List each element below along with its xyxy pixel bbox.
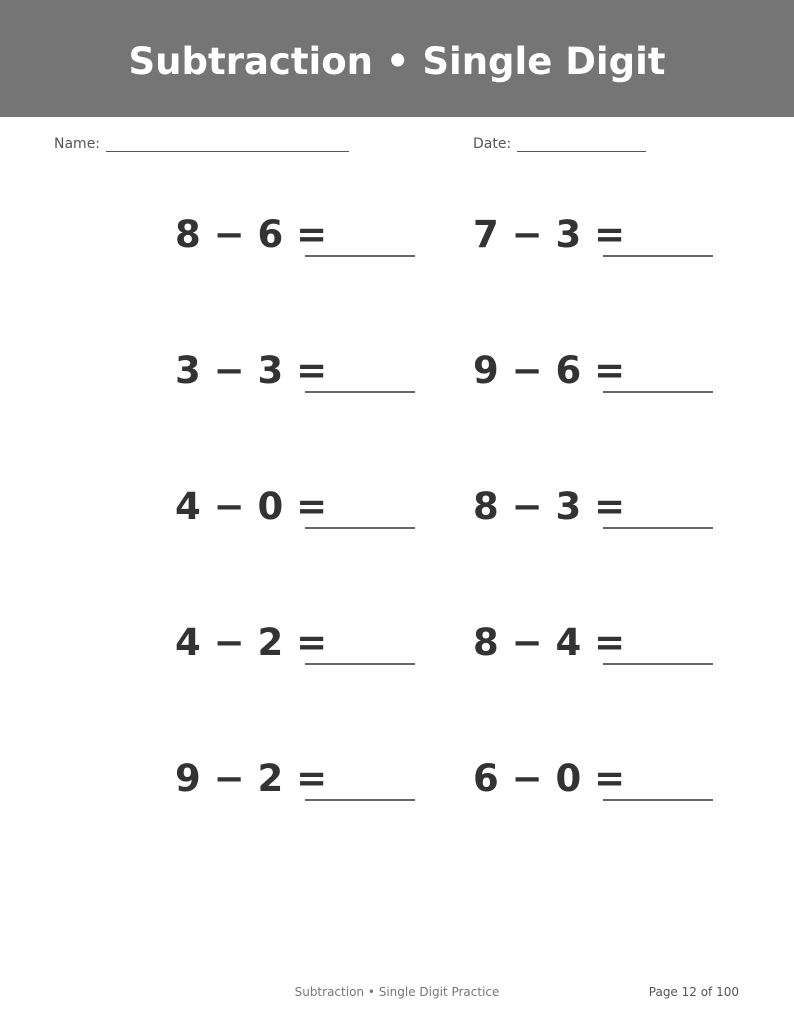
- problem-item: [175, 621, 435, 681]
- problem-item: [175, 485, 435, 545]
- answer-blank[interactable]: [603, 663, 713, 665]
- problem-text: 7 − 3 =: [473, 213, 626, 256]
- answer-blank[interactable]: [305, 391, 415, 393]
- name-line[interactable]: [106, 151, 349, 152]
- problem-item: [473, 213, 733, 273]
- answer-blank[interactable]: [603, 527, 713, 529]
- page-title: Subtraction • Single Digit: [128, 40, 666, 83]
- problem-text: 9 − 6 =: [473, 349, 626, 392]
- problem-text: 8 − 3 =: [473, 485, 626, 528]
- name-label: Name:: [54, 136, 101, 152]
- page-number: Page 12 of 100: [648, 985, 739, 999]
- problem-item: [473, 485, 733, 545]
- page-header: [0, 0, 794, 117]
- problem-text: 9 − 2 =: [175, 757, 328, 800]
- answer-blank[interactable]: [305, 255, 415, 257]
- answer-blank[interactable]: [305, 663, 415, 665]
- problem-item: [175, 757, 435, 817]
- problem-text: 8 − 6 =: [175, 213, 328, 256]
- problem-text: 4 − 2 =: [175, 621, 328, 664]
- problem-item: [175, 213, 435, 273]
- problem-item: [473, 349, 733, 409]
- problem-text: 4 − 0 =: [175, 485, 328, 528]
- answer-blank[interactable]: [305, 527, 415, 529]
- answer-blank[interactable]: [305, 799, 415, 801]
- answer-blank[interactable]: [603, 799, 713, 801]
- footer-title: Subtraction • Single Digit Practice: [294, 985, 500, 999]
- answer-blank[interactable]: [603, 391, 713, 393]
- problem-item: [175, 349, 435, 409]
- problem-text: 8 − 4 =: [473, 621, 626, 664]
- date-line[interactable]: [517, 151, 646, 152]
- problem-text: 6 − 0 =: [473, 757, 626, 800]
- answer-blank[interactable]: [603, 255, 713, 257]
- problem-item: [473, 621, 733, 681]
- problem-item: [473, 757, 733, 817]
- problem-text: 3 − 3 =: [175, 349, 328, 392]
- date-label: Date:: [473, 136, 512, 152]
